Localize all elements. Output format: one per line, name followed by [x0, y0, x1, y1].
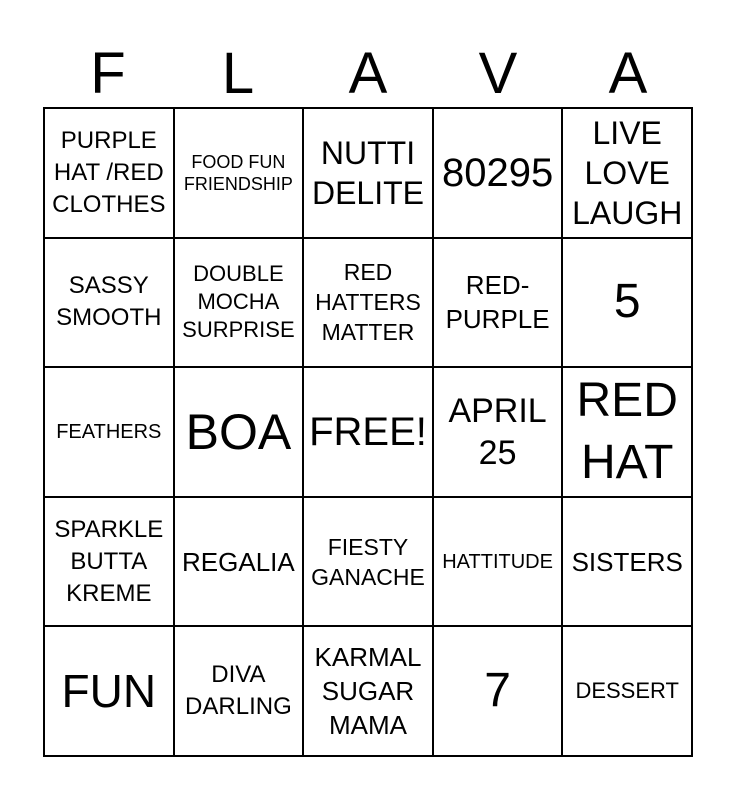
bingo-cell[interactable] [562, 367, 692, 497]
bingo-cell[interactable] [562, 626, 692, 756]
header-letter-a-2: A [608, 41, 648, 106]
bingo-cell[interactable] [562, 238, 692, 368]
cell-text: REGALIA [182, 546, 295, 577]
bingo-cell[interactable] [44, 108, 174, 238]
bingo-header [43, 40, 693, 108]
cell-text: PURPLE HAT /RED CLOTHES [52, 126, 166, 218]
cell-text: FUN [61, 665, 157, 718]
cell-text: LIVE LOVE LAUGH [572, 114, 683, 231]
bingo-cell[interactable] [433, 238, 563, 368]
cell-text: 80295 [441, 150, 554, 195]
cell-text: RED HATTERS MATTER [315, 259, 421, 346]
cell-text: DIVA DARLING [185, 661, 292, 721]
cell-text: 7 [484, 664, 511, 718]
cell-text: FIESTY GANACHE [311, 533, 425, 590]
header-letter-l: L [221, 41, 255, 106]
bingo-cell[interactable] [44, 626, 174, 756]
cell-text: SPARKLE BUTTA KREME [54, 515, 164, 607]
bingo-cell[interactable] [433, 367, 563, 497]
cell-text: HATTITUDE [442, 550, 553, 573]
bingo-cell[interactable] [44, 367, 174, 497]
bingo-cell[interactable] [303, 108, 433, 238]
header-letter-v: V [478, 41, 518, 106]
bingo-cell[interactable] [174, 367, 304, 497]
bingo-board [43, 107, 693, 757]
cell-text: DESSERT [575, 678, 679, 704]
bingo-cell[interactable] [433, 626, 563, 756]
bingo-cell[interactable] [562, 497, 692, 627]
cell-text: RED HAT [576, 373, 678, 489]
bingo-cell[interactable] [44, 497, 174, 627]
bingo-cell[interactable] [303, 238, 433, 368]
cell-text: BOA [185, 403, 292, 460]
bingo-cell[interactable] [174, 238, 304, 368]
bingo-cell[interactable] [174, 626, 304, 756]
bingo-cell[interactable] [433, 108, 563, 238]
bingo-cell[interactable] [174, 497, 304, 627]
header-letter-f: F [90, 41, 126, 106]
header-letter-a: A [348, 41, 388, 106]
bingo-cell[interactable] [303, 367, 433, 497]
cell-text: KARMAL SUGAR MAMA [314, 642, 422, 741]
cell-text: SISTERS [571, 546, 683, 577]
bingo-cell[interactable] [44, 238, 174, 368]
bingo-cell[interactable] [303, 626, 433, 756]
cell-text: FOOD FUN FRIENDSHIP [183, 151, 293, 194]
cell-text: 5 [613, 275, 641, 329]
cell-text: RED- PURPLE [445, 270, 550, 335]
cell-text: FREE! [309, 409, 427, 454]
bingo-cell[interactable] [562, 108, 692, 238]
cell-text: NUTTI DELITE [311, 134, 424, 211]
bingo-cell[interactable] [433, 497, 563, 627]
bingo-cell[interactable] [174, 108, 304, 238]
cell-text: FEATHERS [56, 420, 162, 443]
cell-text: APRIL 25 [448, 391, 547, 472]
cell-text: SASSY SMOOTH [56, 272, 162, 332]
cell-text: DOUBLE MOCHA SURPRISE [182, 261, 295, 343]
bingo-cell[interactable] [303, 497, 433, 627]
